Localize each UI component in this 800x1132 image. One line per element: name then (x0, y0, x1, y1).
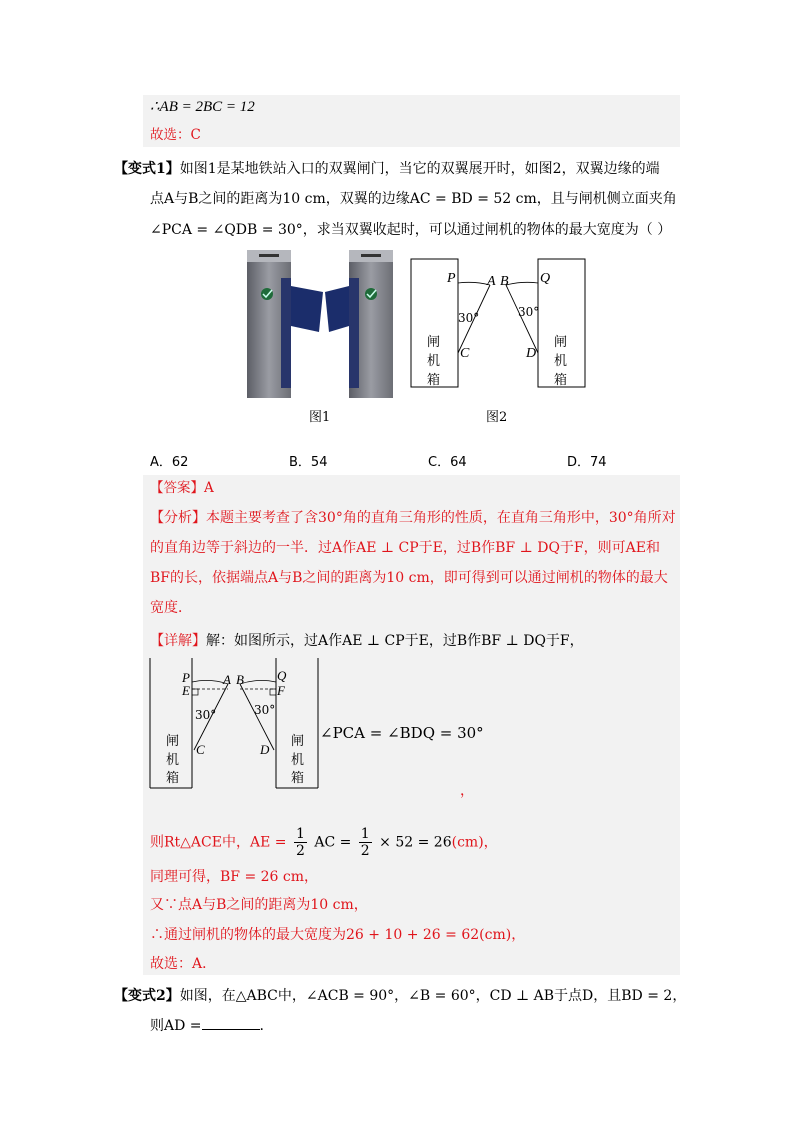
detail-text-1: 解：如图所示，过A作AE ⊥ CP于E，过B作BF ⊥ DQ于F， (206, 633, 584, 649)
detail-l2a: 则Rt△ACE中，AE = (150, 834, 287, 851)
fig2-label-P: P (447, 271, 456, 286)
variant2-p2: 则AD = (150, 1018, 202, 1034)
answer-value: A (204, 480, 214, 496)
prev-solution-line: ∴AB = 2BC = 12 (150, 99, 255, 115)
detail-label-Q: Q (277, 668, 287, 683)
variant1-text-3: ∠PCA = ∠QDB = 30°，求当双翼收起时，可以通过闸机的物体的最大宽度为（ ） (150, 222, 672, 238)
variant2-text-2 (150, 1015, 264, 1037)
detail-line-2 (150, 826, 498, 859)
variant1-text-1 (114, 158, 660, 180)
option-A: A．62 (150, 455, 189, 470)
fig2-box-left-char1: 闸 (427, 335, 441, 350)
analysis-line-2: 的直角边等于斜边的一半．过A作AE ⊥ CP于E，过B作BF ⊥ DQ于F，则可AE和 (150, 540, 660, 556)
detail-box-right-char3: 箱 (291, 771, 305, 786)
figure1-caption: 图1 (309, 410, 331, 425)
variant1-p1: 如图1是某地铁站入口的双翼闸门，当它的双翼展开时，如图2，双翼边缘的端 (179, 161, 660, 177)
prev-answer-line: 故选：C (150, 127, 201, 143)
fig2-label-B: B (500, 274, 509, 289)
detail-side-equation: ∠PCA = ∠BDQ = 30° (320, 724, 484, 742)
detail-line-1 (150, 630, 584, 652)
fig2-angle-left: 30° (458, 311, 480, 325)
detail-box-left-char3: 箱 (166, 771, 180, 786)
detail-label-F: F (277, 683, 285, 698)
detail-box-left-char2: 机 (166, 753, 180, 768)
detail-box-left-char1: 闸 (166, 734, 180, 749)
analysis-line-1 (150, 507, 676, 529)
figure2-caption: 图2 (486, 410, 508, 425)
fig2-label-D: D (526, 346, 537, 361)
variant1-tag: 【变式1】 (114, 161, 180, 177)
figure1-turnstile (245, 248, 395, 400)
answer-blank (202, 1015, 260, 1030)
detail-line-4: 又∵点A与B之间的距离为10 cm， (150, 897, 368, 913)
detail-label: 【详解】 (150, 633, 206, 649)
detail-label-D: D (260, 742, 270, 757)
frac-1: $\frac{1}{2}$ (295, 826, 305, 859)
fig2-angle-right: 30° (518, 305, 540, 319)
fig2-label-Q: Q (540, 271, 551, 286)
variant2-p2-end: . (259, 1018, 264, 1034)
fig2-label-C: C (460, 346, 470, 361)
detail-label-P: P (182, 670, 190, 685)
option-B: B．54 (289, 455, 328, 470)
detail-angle-left: 30° (195, 708, 217, 722)
variant2-tag: 【变式2】 (114, 988, 180, 1004)
answer-label: 【答案】 (150, 480, 204, 496)
detail-l2b: AC = (314, 834, 352, 851)
fig2-box-left-char3: 箱 (427, 373, 441, 388)
variant2-p1: 如图，在△ABC中，∠ACB = 90°，∠B = 60°，CD ⊥ AB于点D，且BD = 2， (179, 988, 687, 1004)
fig2-box-right-char1: 闸 (554, 335, 568, 350)
detail-angle-right: 30° (254, 703, 276, 717)
variant1-text-2: 点A与B之间的距离为10 cm，双翼的边缘AC = BD = 52 cm，且与闸机侧立面夹角 (150, 191, 677, 207)
detail-line-5: ∴通过闸机的物体的最大宽度为26 + 10 + 26 = 62(cm)， (150, 927, 526, 943)
analysis-text-1: 本题主要考查了含30°角的直角三角形的性质，在直角三角形中，30°角所对 (206, 510, 676, 526)
fig2-box-left-char2: 机 (427, 354, 441, 369)
detail-label-B: B (236, 672, 244, 687)
detail-line-6: 故选：A． (150, 956, 217, 972)
fig2-label-A: A (487, 274, 496, 289)
detail-l2c: × 52 = 26 (379, 834, 452, 851)
detail-line-3: 同理可得，BF = 26 cm， (150, 869, 319, 885)
frac-2: $\frac{1}{2}$ (360, 826, 370, 859)
option-D: D．74 (567, 455, 607, 470)
analysis-line-4: 宽度． (150, 600, 192, 616)
analysis-label: 【分析】 (150, 510, 206, 526)
detail-l2d: (cm) (451, 834, 484, 851)
detail-label-C: C (196, 742, 205, 757)
answer-line (150, 477, 214, 499)
fig2-box-right-char3: 箱 (554, 373, 568, 388)
fig2-box-right-char2: 机 (554, 354, 568, 369)
detail-comma: ， (460, 783, 474, 799)
detail-l2e: ， (483, 834, 498, 851)
analysis-line-3: BF的长，依据端点A与B之间的距离为10 cm，即可得到可以通过闸机的物体的最大 (150, 570, 668, 586)
detail-box-right-char2: 机 (291, 753, 305, 768)
variant2-text-1 (114, 985, 686, 1007)
option-C: C．64 (428, 455, 467, 470)
detail-box-right-char1: 闸 (291, 734, 305, 749)
detail-label-E: E (182, 683, 190, 698)
detail-label-A: A (223, 672, 231, 687)
